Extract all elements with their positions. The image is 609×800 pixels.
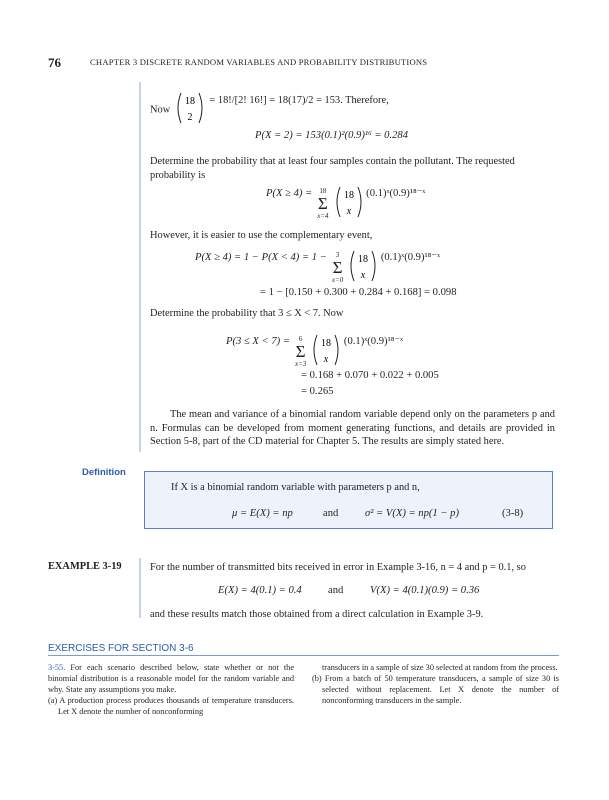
paragraph-mean-variance: The mean and variance of a binomial random variable depend only on the parameters p and n. Formulas can be developed from moment generating functions, and details are provided in Section 5-8, part of the CD material for Chapter 5. The results are simply stated here. — [150, 409, 555, 447]
paragraph-determine-2: Determine the probability that 3 ≤ X < 7. Now — [150, 308, 344, 319]
equation-p-x-eq-2: P(X = 2) = 153(0.1)²(0.9)¹⁶ = 0.284 — [255, 130, 408, 141]
exercise-intro: For each scenario described below, state whether or not the binomial distribution is a reasonable model for the random variable and why. State any assumptions you make. — [48, 663, 294, 694]
equation-complement — [195, 250, 440, 285]
eq4-rhs: (0.1)ˣ(0.9)¹⁸⁻ˣ — [343, 335, 404, 347]
example-mean-eq: E(X) = 4(0.1) = 0.4 — [218, 585, 302, 596]
eq2-lhs: P(X ≥ 4) = — [266, 187, 313, 199]
binom-bottom: x — [324, 354, 329, 365]
summation-symbol — [315, 187, 331, 220]
summation-symbol — [293, 335, 309, 368]
binomial-coefficient — [348, 250, 378, 285]
exercise-part-a: (a) A production process produces thousands of temperature transducers. Let X denote the number of nonconforming — [48, 696, 294, 716]
page-number: 76 — [48, 55, 61, 70]
definition-intro: If X is a binomial random variable with parameters p and n, — [171, 482, 420, 493]
equation-p-x-ge-4-sum — [266, 186, 425, 221]
definition-label: Definition — [82, 467, 126, 478]
equation-complement-result: = 1 − [0.150 + 0.300 + 0.284 + 0.168] = 0.098 — [260, 287, 457, 298]
exercise-part-a-cont: transducers in a sample of size 30 selected at random from the process. — [322, 663, 558, 672]
example-and: and — [328, 585, 344, 596]
binom-parens-graphic — [175, 92, 205, 124]
exercises-rule — [48, 655, 559, 656]
eq3-lhs: P(X ≥ 4) = 1 − P(X < 4) = 1 − — [195, 251, 327, 263]
equation-sum-result: = 0.265 — [301, 386, 334, 397]
now-rest: = 18!/[2! 16!] = 18(17)/2 = 153. Therefore, — [209, 94, 389, 106]
sum-upper: 6 — [298, 335, 303, 343]
sigma-glyph: Σ — [295, 342, 306, 361]
sum-lower: x=0 — [331, 276, 344, 284]
now-line — [150, 92, 389, 129]
exercise-right-column — [312, 662, 559, 706]
exercise-number: 3-55. — [48, 663, 66, 672]
paragraph-however: However, it is easier to use the complementary event, — [150, 230, 373, 241]
now-prefix: Now — [150, 104, 171, 116]
sum-lower: x=3 — [294, 360, 307, 368]
equation-p-3-le-x-lt-7 — [226, 334, 403, 369]
sum-upper: 3 — [335, 251, 340, 259]
paragraph-determine: Determine the probability that at least four samples contain the pollutant. The requested probability is — [150, 156, 515, 181]
sigma-glyph: Σ — [332, 258, 343, 277]
eq4-lhs: P(3 ≤ X < 7) = — [226, 335, 290, 347]
binom-bottom: 2 — [187, 112, 193, 123]
binom-parens-graphic — [311, 334, 341, 366]
summation-symbol — [330, 251, 346, 284]
equation-sum-values: = 0.168 + 0.070 + 0.022 + 0.005 — [301, 370, 439, 381]
definition-and: and — [323, 508, 339, 519]
binom-parens-graphic — [334, 186, 364, 218]
sigma-glyph: Σ — [317, 194, 328, 213]
example-continuation-rule — [139, 82, 141, 452]
definition-box — [144, 471, 553, 529]
eq2-rhs: (0.1)ˣ(0.9)¹⁸⁻ˣ — [366, 187, 426, 199]
mean-formula: μ = E(X) = np — [232, 508, 293, 519]
example-rule — [139, 558, 141, 618]
running-header — [48, 55, 578, 75]
exercise-part-b: (b) From a batch of 50 temperature transducers, a sample of size 30 is selected without replacement. Let X denote the number of nonconforming transducers in the sample. — [312, 674, 559, 705]
binom-top: 18 — [184, 96, 195, 107]
binom-top: 18 — [358, 254, 369, 265]
exercises-heading: EXERCISES FOR SECTION 3-6 — [48, 643, 194, 654]
example-label: EXAMPLE 3-19 — [48, 561, 122, 572]
sum-lower: x=4 — [317, 212, 329, 220]
binomial-coefficient — [311, 334, 341, 369]
binom-parens-graphic — [348, 250, 378, 282]
example-line-2: and these results match those obtained from a direct calculation in Example 3-9. — [150, 609, 484, 620]
example-line-1: For the number of transmitted bits received in error in Example 3-16, n = 4 and p = 0.1, so — [150, 562, 526, 573]
example-var-eq: V(X) = 4(0.1)(0.9) = 0.36 — [370, 585, 480, 596]
exercise-left-column — [48, 662, 294, 717]
chapter-title: CHAPTER 3 DISCRETE RANDOM VARIABLES AND PROBABILITY DISTRIBUTIONS — [90, 57, 428, 67]
binom-top: 18 — [343, 190, 354, 201]
binom-bottom: x — [346, 206, 351, 217]
equation-number: (3-8) — [502, 508, 524, 519]
binomial-coefficient — [334, 186, 364, 221]
binomial-coefficient — [175, 92, 205, 129]
variance-formula: σ² = V(X) = np(1 − p) — [365, 508, 459, 519]
binom-bottom: x — [360, 270, 366, 281]
sum-upper: 18 — [319, 187, 327, 195]
eq3-rhs: (0.1)ˣ(0.9)¹⁸⁻ˣ — [380, 251, 441, 263]
binom-top: 18 — [321, 338, 332, 349]
